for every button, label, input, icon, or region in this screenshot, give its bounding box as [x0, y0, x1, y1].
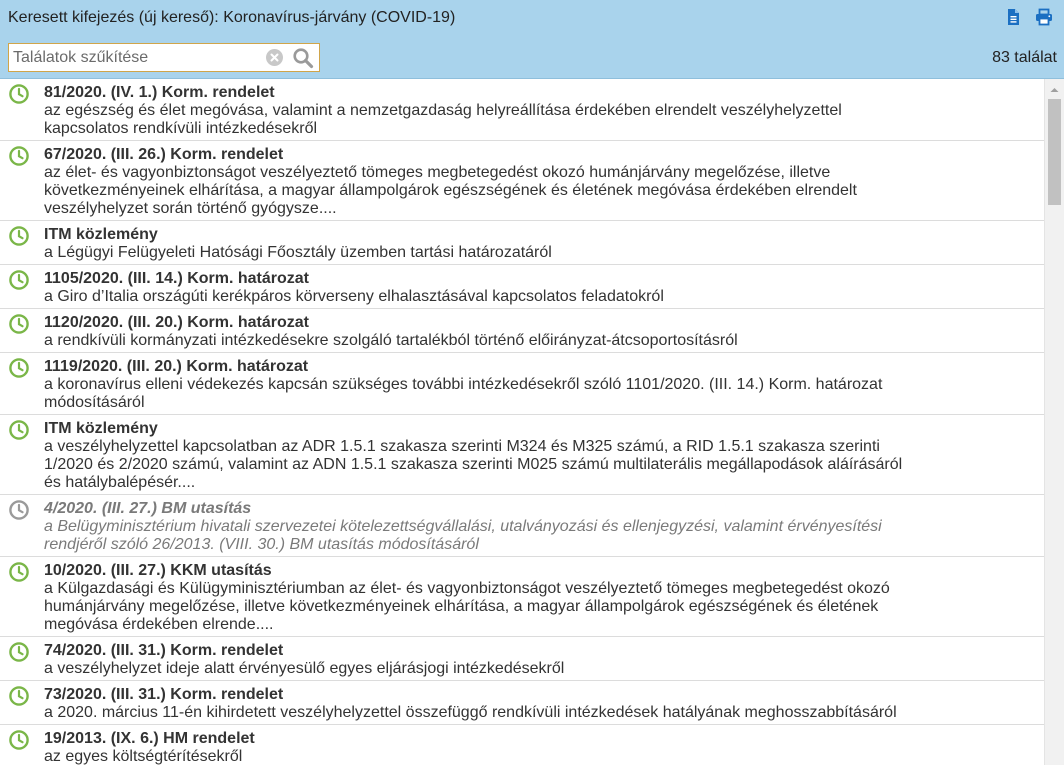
result-item-description: a rendkívüli kormányzati intézkedésekre szolgáló tartalékból történő előirányzat-átcsoportosításról [44, 332, 738, 349]
result-item[interactable] [0, 725, 1044, 765]
result-item-title: ITM közlemény [44, 420, 158, 437]
result-item-title: 1105/2020. (III. 14.) Korm. határozat [44, 270, 310, 287]
result-item-description: a Légügyi Felügyeleti Hatósági Főosztály üzemben tartási határozatáról [44, 244, 552, 261]
clock-icon [8, 357, 30, 379]
result-item[interactable] [0, 265, 1044, 309]
result-item[interactable] [0, 495, 1044, 557]
page-title: Keresett kifejezés (új kereső): Koronavírus-járvány (COVID-19) [8, 9, 456, 26]
clock-icon [8, 561, 30, 583]
result-item-description: az egészség és élet megóvása, valamint a nemzetgazdaság helyreállítása érdekében elrendelt veszélyhelyzettel kapcsolatos rendkívüli intézkedésekről [44, 102, 842, 137]
result-item-title: 10/2020. (III. 27.) KKM utasítás [44, 562, 272, 579]
result-item-title: 74/2020. (III. 31.) Korm. rendelet [44, 642, 284, 659]
clock-icon [8, 685, 30, 707]
clock-icon [8, 145, 30, 167]
clock-icon [8, 419, 30, 441]
header-bar [0, 0, 1064, 79]
result-item-title: 73/2020. (III. 31.) Korm. rendelet [44, 686, 284, 703]
result-item-title: 67/2020. (III. 26.) Korm. rendelet [44, 146, 284, 163]
result-item-title: 1120/2020. (III. 20.) Korm. határozat [44, 314, 310, 331]
scroll-thumb[interactable] [1048, 99, 1061, 205]
result-item-description: a Belügyminisztérium hivatali szervezetei kötelezettségvállalási, utalványozási és ellenjegyzési, valamint érvényesítési rendjéről szóló 26/2013. (VIII. 30.) BM utasítás módosításáról [44, 518, 882, 553]
result-item-description: a Giro d’Italia országúti kerékpáros körverseny elhalasztásával kapcsolatos feladatokról [44, 288, 664, 305]
document-icon[interactable] [1004, 8, 1022, 26]
result-item-title: 19/2013. (IX. 6.) HM rendelet [44, 730, 255, 747]
clock-icon [8, 83, 30, 105]
result-item[interactable] [0, 141, 1044, 221]
result-item-description: a 2020. március 11-én kihirdetett veszélyhelyzettel összefüggő rendkívüli intézkedések hatályának meghosszabbításáról [44, 704, 897, 721]
result-item[interactable] [0, 221, 1044, 265]
result-item-description: a koronavírus elleni védekezés kapcsán szükséges további intézkedésekről szóló 1101/2020. (III. 14.) Korm. határozat módosításáról [44, 376, 883, 411]
result-item-description: a Külgazdasági és Külügyminisztériumban az élet- és vagyonbiztonságot veszélyeztető tömeges megbetegedést okozó humánjárvány megelőzése, illetve következményeinek elhárítása, a magyar állampolgárok egészségének és életének megóvása érdekében elrende.... [44, 580, 890, 633]
result-list [0, 79, 1044, 765]
result-count: 83 találat [992, 49, 1057, 66]
search-box [8, 43, 320, 72]
clock-icon [8, 313, 30, 335]
result-item-title: ITM közlemény [44, 226, 158, 243]
result-item[interactable] [0, 309, 1044, 353]
clock-icon [8, 729, 30, 751]
clock-icon [8, 641, 30, 663]
result-item-description: a veszélyhelyzettel kapcsolatban az ADR 1.5.1 szakasza szerinti M324 és M325 számú, a RID 1.5.1 szakasza szerinti 1/2020 és 2/2020 számú, valamint az ADN 1.5.1 szakasza szerinti M025 számú multilaterális megállapodások aláírásáról és hatálybalépésér.... [44, 438, 903, 491]
result-item[interactable] [0, 79, 1044, 141]
clock-icon [8, 225, 30, 247]
result-item[interactable] [0, 353, 1044, 415]
result-item-title: 81/2020. (IV. 1.) Korm. rendelet [44, 84, 275, 101]
result-item-title: 1119/2020. (III. 20.) Korm. határozat [44, 358, 309, 375]
result-item[interactable] [0, 415, 1044, 495]
result-item-title: 4/2020. (III. 27.) BM utasítás [44, 500, 252, 517]
result-item[interactable] [0, 681, 1044, 725]
clock-icon [8, 269, 30, 291]
search-icon[interactable] [292, 47, 314, 69]
result-item-description: az élet- és vagyonbiztonságot veszélyeztető tömeges megbetegedést okozó humánjárvány megelőzése, illetve következményeinek elhárítása, a magyar állampolgárok egészségének és életének megóvása érdekében elrendelt veszélyhelyzet során történő gyógysze.... [44, 164, 857, 217]
result-item-description: a veszélyhelyzet ideje alatt érvényesülő egyes eljárásjogi intézkedésekről [44, 660, 565, 677]
scrollbar[interactable] [1044, 79, 1064, 765]
result-item-description: az egyes költségtérítésekről [44, 748, 243, 765]
result-item[interactable] [0, 637, 1044, 681]
search-input[interactable] [9, 44, 263, 71]
print-icon[interactable] [1035, 8, 1053, 26]
result-item[interactable] [0, 557, 1044, 637]
clock-icon [8, 499, 30, 521]
scroll-up-arrow-icon[interactable] [1045, 83, 1064, 97]
clear-icon[interactable] [266, 49, 283, 66]
